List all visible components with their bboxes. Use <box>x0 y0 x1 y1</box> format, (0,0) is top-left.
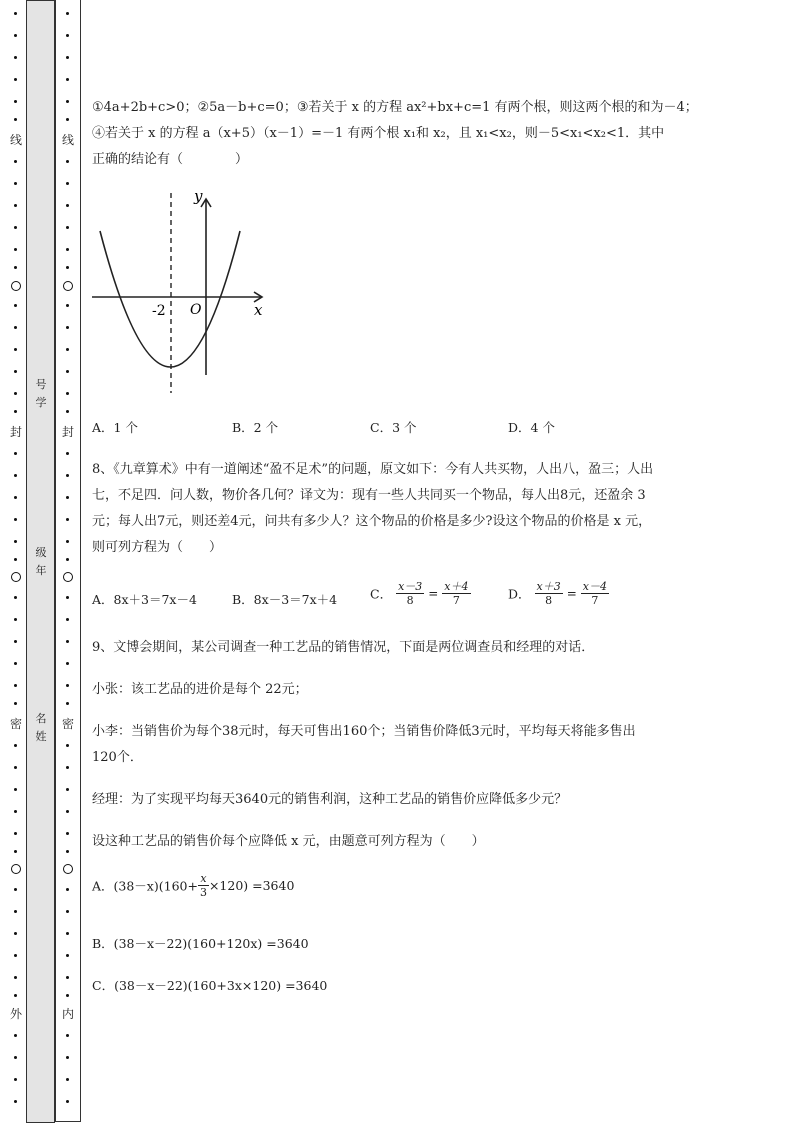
student-number-label: 号学 <box>35 378 47 409</box>
q9-a-den: 3 <box>199 886 207 899</box>
q7-option-d[interactable]: D．4 个 <box>508 420 555 435</box>
q9-option-b[interactable]: B．(38－x－22)(160+120x) =3640 <box>92 936 309 951</box>
margin-circle <box>63 281 73 291</box>
margin-circle <box>11 864 21 874</box>
q7-option-b[interactable]: B．2 个 <box>232 420 279 435</box>
binding-margin-outer <box>8 0 24 1123</box>
q8-d-fraction-left <box>535 580 563 607</box>
origin-label: O <box>190 302 202 318</box>
margin-char-feng: 封 <box>61 425 74 439</box>
tick-label-neg2: -2 <box>152 303 166 319</box>
q8-option-a[interactable]: A．8x＋3＝7x－4 <box>92 592 197 607</box>
margin-char-feng: 封 <box>9 425 22 439</box>
q9-xiaoli-line-2: 120个． <box>92 750 143 765</box>
q8-d-num-right: x－4 <box>582 580 607 593</box>
q7-line-1: ①4a+2b+c>0；②5a－b+c=0；③若关于 x 的方程 ax²+bx+c=1 有两个根，则这两个根的和为－4； <box>92 100 698 115</box>
equals-sign: = <box>566 586 577 601</box>
q9-a-pre: A．(38－x)(160+ <box>92 878 198 894</box>
margin-char-wai: 外 <box>9 1007 22 1021</box>
margin-circle <box>11 572 21 582</box>
q7-line-2: ④若关于 x 的方程 a（x+5）（x－1）=－1 有两个根 x₁和 x₂，且 x₁<x₂，则－5<x₁<x₂<1．其中 <box>92 126 665 141</box>
q9-a-post: ×120) =3640 <box>208 878 295 893</box>
q8-option-d-prefix: D． <box>508 586 531 602</box>
q8-c-den-right: 7 <box>452 594 460 607</box>
q8-line-4: 则可列方程为（ ） <box>92 540 223 555</box>
margin-circle <box>63 864 73 874</box>
margin-circle <box>11 281 21 291</box>
q8-option-d[interactable] <box>508 580 609 607</box>
q8-option-c-prefix: C． <box>370 586 393 602</box>
margin-char-mi: 密 <box>61 717 74 731</box>
q8-c-fraction-right <box>442 580 470 607</box>
q7-option-a[interactable]: A．1 个 <box>92 420 138 435</box>
margin-char-xian: 线 <box>9 133 22 147</box>
q9-a-num: x <box>198 872 209 886</box>
q9-option-c[interactable]: C．(38－x－22)(160+3x×120) =3640 <box>92 978 328 993</box>
q8-line-2: 七，不足四．问人数，物价各几何？译文为：现有一些人共同买一个物品，每人出8元，还盈余 3 <box>92 488 646 503</box>
q8-d-fraction-right <box>581 580 609 607</box>
parabola-curve <box>100 231 240 367</box>
q9-xiaozhang: 小张：该工艺品的进价是每个 22元； <box>92 682 308 697</box>
equals-sign: = <box>428 586 439 601</box>
q7-option-c[interactable]: C．3 个 <box>370 420 417 435</box>
margin-char-xian: 线 <box>61 133 74 147</box>
margin-circle <box>63 572 73 582</box>
q8-d-num-left: x＋3 <box>536 580 561 593</box>
q8-d-den-left: 8 <box>545 594 553 607</box>
q9-a-fraction <box>198 872 209 899</box>
q8-line-3: 元；每人出7元，则还差4元，问共有多少人？这个物品的价格是多少?设这个物品的价格是 x 元， <box>92 514 652 529</box>
q9-option-a[interactable] <box>92 872 294 899</box>
q8-option-b[interactable]: B．8x－3＝7x＋4 <box>232 592 338 607</box>
q8-line-1: 8、《九章算术》中有一道阐述“盈不足术”的问题，原文如下：今有人共买物，人出八，盈三；人出 <box>92 462 654 477</box>
name-label: 名姓 <box>35 712 47 743</box>
q8-c-den-left: 8 <box>406 594 414 607</box>
q9-manager: 经理：为了实现平均每天3640元的销售利润，这种工艺品的销售价应降低多少元？ <box>92 792 568 807</box>
y-axis-label: y <box>194 187 203 205</box>
q9-setup: 设这种工艺品的销售价每个应降低 x 元，由题意可列方程为（ ） <box>92 834 485 849</box>
margin-char-nei: 内 <box>61 1007 74 1021</box>
q9-intro: 9、文博会期间，某公司调查一种工艺品的销售情况，下面是两位调查员和经理的对话． <box>92 640 595 655</box>
x-axis-label: x <box>254 301 263 319</box>
q8-option-c[interactable] <box>370 580 471 607</box>
binding-margin-inner <box>55 0 81 1122</box>
q8-c-num-right: x＋4 <box>444 580 469 593</box>
q8-d-den-right: 7 <box>591 594 599 607</box>
margin-char-mi: 密 <box>9 717 22 731</box>
parabola-graph <box>90 183 270 403</box>
q8-c-fraction-left <box>396 580 424 607</box>
q8-c-num-left: x－3 <box>398 580 423 593</box>
q7-line-3: 正确的结论有（ ） <box>92 152 249 167</box>
grade-label: 级年 <box>35 546 47 577</box>
q9-xiaoli-line-1: 小李：当销售价为每个38元时，每天可售出160个；当销售价降低3元时，平均每天将能多售出 <box>92 724 636 739</box>
